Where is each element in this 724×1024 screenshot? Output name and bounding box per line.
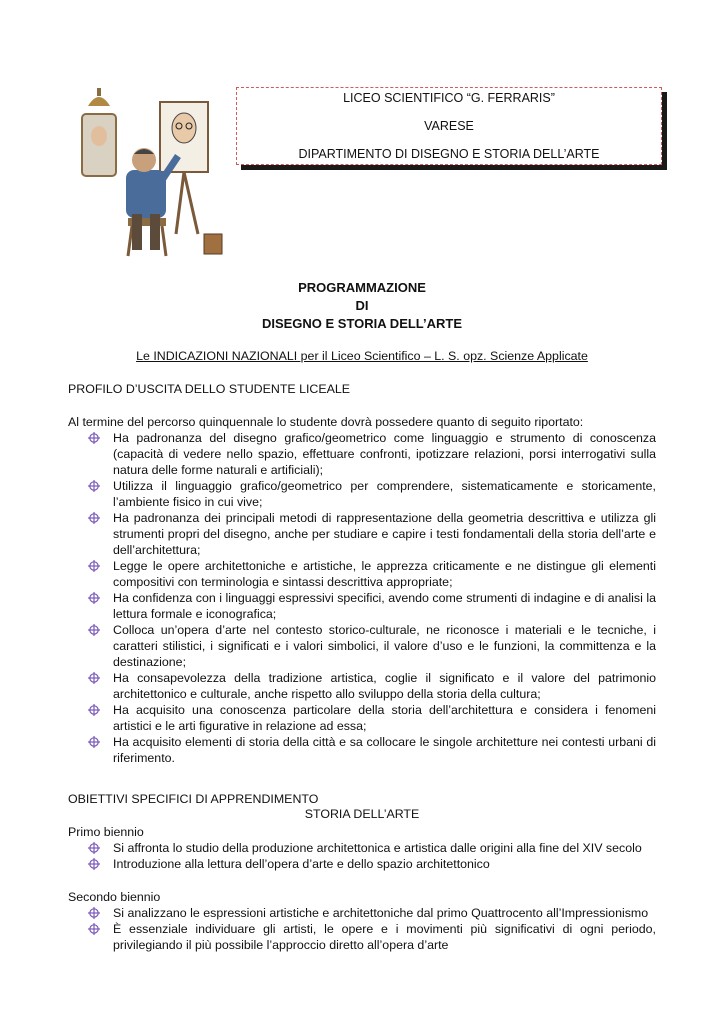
crosshair-bullet-icon <box>88 736 100 748</box>
list-item: Legge le opere architettoniche e artistiche, le apprezza criticamente e ne distingue gli elementi compositivi con terminologia e sintassi descrittiva appropriate; <box>68 558 656 590</box>
list-item: Ha acquisito elementi di storia della città e sa collocare le singole architetture nei contesti urbani di riferimento. <box>68 734 656 766</box>
crosshair-bullet-icon <box>88 480 100 492</box>
list-item: Utilizza il linguaggio grafico/geometrico per comprendere, sistematicamente e storicamente, l’ambiente fisico in cui vive; <box>68 478 656 510</box>
crosshair-bullet-icon <box>88 624 100 636</box>
crosshair-bullet-icon <box>88 704 100 716</box>
crosshair-bullet-icon <box>88 858 100 870</box>
list-item: Ha acquisito una conoscenza particolare della storia dell’architettura e considera i fenomeni artistici e le arti figurative in relazione ad essa; <box>68 702 656 734</box>
title-line-3: DISEGNO E STORIA DELL’ARTE <box>261 316 463 331</box>
list-item: Ha confidenza con i linguaggi espressivi specifici, avendo come strumenti di indagine e di analisi la lettura formale e iconografica; <box>68 590 656 622</box>
list-item: Si affronta lo studio della produzione architettonica e artistica dalle origini alla fine del XIV secolo <box>68 840 656 856</box>
profile-list <box>68 430 656 766</box>
first-biennium-label: Primo biennio <box>68 825 144 839</box>
objectives-heading: OBIETTIVI SPECIFICI DI APPRENDIMENTO <box>68 792 319 806</box>
crosshair-bullet-icon <box>88 923 100 935</box>
list-item: Colloca un’opera d’arte nel contesto storico-culturale, ne riconosce i materiali e le tecniche, i caratteri stilistici, i significati e i valori simbolici, il valore d’uso e le funzioni, la committenza e la destinazione; <box>68 622 656 670</box>
profile-list-container <box>68 430 656 766</box>
crosshair-bullet-icon <box>88 672 100 684</box>
department-name: DIPARTIMENTO DI DISEGNO E STORIA DELL’ARTE <box>298 147 600 161</box>
school-header-box <box>236 87 662 165</box>
profile-heading: PROFILO D’USCITA DELLO STUDENTE LICEALE <box>68 382 351 396</box>
title-line-1: PROGRAMMAZIONE <box>298 280 426 295</box>
self-portrait-illustration <box>78 84 228 264</box>
first-biennium-list-container <box>68 840 656 872</box>
second-biennium-list-container <box>68 905 656 953</box>
second-biennium-label: Secondo biennio <box>68 890 161 904</box>
first-biennium-list <box>68 840 656 872</box>
crosshair-bullet-icon <box>88 432 100 444</box>
crosshair-bullet-icon <box>88 907 100 919</box>
school-name: LICEO SCIENTIFICO “G. FERRARIS” <box>343 91 555 105</box>
title-line-2: DI <box>355 298 369 313</box>
list-item: Si analizzano le espressioni artistiche e architettoniche dal primo Quattrocento all’Impressionismo <box>68 905 656 921</box>
profile-intro: Al termine del percorso quinquennale lo studente dovrà possedere quanto di seguito riportato: <box>68 415 584 429</box>
crosshair-bullet-icon <box>88 560 100 572</box>
crosshair-bullet-icon <box>88 512 100 524</box>
list-item: È essenziale individuare gli artisti, le opere e i movimenti più significativi di ogni periodo, privilegiando il più possibile l’approccio diretto all’opera d’arte <box>68 921 656 953</box>
list-item: Ha padronanza dei principali metodi di rappresentazione della geometria descrittiva e utilizza gli strumenti propri del disegno, anche per studiare e capire i testi fondamentali della storia dell’arte e dell’architettura; <box>68 510 656 558</box>
list-item: Ha consapevolezza della tradizione artistica, coglie il significato e il valore del patrimonio architettonico e culturale, anche rispetto allo sviluppo della storia della cultura; <box>68 670 656 702</box>
objectives-section-title: STORIA DELL’ARTE <box>304 807 420 821</box>
second-biennium-list <box>68 905 656 953</box>
school-city: VARESE <box>424 119 474 133</box>
crosshair-bullet-icon <box>88 592 100 604</box>
list-item: Introduzione alla lettura dell’opera d’arte e dello spazio architettonico <box>68 856 656 872</box>
crosshair-bullet-icon <box>88 842 100 854</box>
list-item: Ha padronanza del disegno grafico/geometrico come linguaggio e strumento di conoscenza (capacità di vedere nello spazio, effettuare confronti, ipotizzare relazioni, porsi interrogativi sulla natura delle forme naturali e artificiali); <box>68 430 656 478</box>
subtitle: Le INDICAZIONI NAZIONALI per il Liceo Scientifico – L. S. opz. Scienze Applicate <box>136 349 588 363</box>
